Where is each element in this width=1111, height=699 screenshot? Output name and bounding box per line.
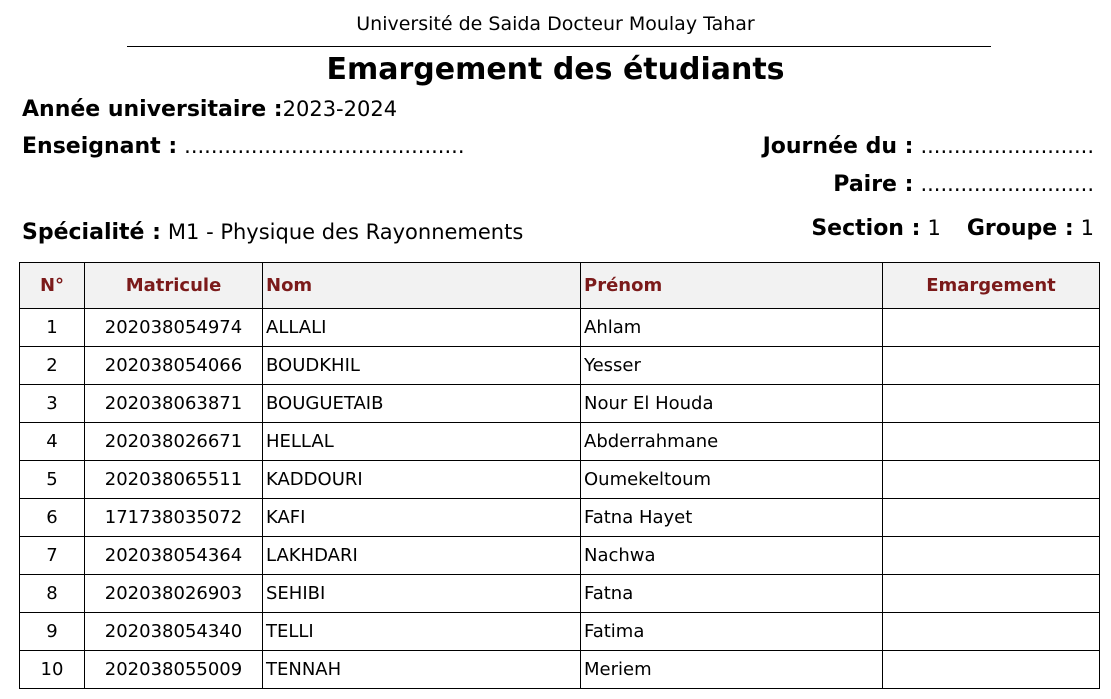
teacher-label: Enseignant : (22, 134, 178, 159)
table-row (20, 385, 1100, 423)
column-header-nom: Nom (263, 263, 581, 309)
row-prenom: Nour El Houda (581, 385, 883, 423)
table-row (20, 499, 1100, 537)
row-number: 3 (20, 385, 85, 423)
row-nom: KAFI (263, 499, 581, 537)
speciality-value: M1 - Physique des Rayonnements (167, 220, 524, 244)
table-row (20, 423, 1100, 461)
column-header-prenom: Prénom (581, 263, 883, 309)
row-matricule: 202038026671 (85, 423, 263, 461)
row-prenom: Fatna Hayet (581, 499, 883, 537)
table-header-row (20, 263, 1100, 309)
row-nom: HELLAL (263, 423, 581, 461)
row-signature-cell[interactable] (883, 537, 1100, 575)
row-matricule: 202038065511 (85, 461, 263, 499)
speciality-label: Spécialité : (22, 220, 161, 245)
page-title: Emargement des étudiants (326, 52, 785, 87)
row-nom: SEHIBI (263, 575, 581, 613)
table-row (20, 461, 1100, 499)
row-nom: ALLALI (263, 309, 581, 347)
group-part (967, 216, 1094, 241)
row-matricule: 202038026903 (85, 575, 263, 613)
row-nom: TENNAH (263, 651, 581, 689)
table-row (20, 347, 1100, 385)
group-value: 1 (1080, 216, 1094, 240)
day-field: .......................... (920, 134, 1094, 158)
section-group-line (811, 216, 1094, 241)
row-nom: BOUGUETAIB (263, 385, 581, 423)
column-header-matricule: Matricule (85, 263, 263, 309)
row-signature-cell[interactable] (883, 613, 1100, 651)
teacher-line (22, 134, 465, 159)
table-row (20, 575, 1100, 613)
row-number: 7 (20, 537, 85, 575)
row-signature-cell[interactable] (883, 385, 1100, 423)
table-body (20, 309, 1100, 689)
row-number: 6 (20, 499, 85, 537)
row-signature-cell[interactable] (883, 575, 1100, 613)
row-signature-cell[interactable] (883, 499, 1100, 537)
row-signature-cell[interactable] (883, 309, 1100, 347)
table-row (20, 537, 1100, 575)
pair-label: Paire : (833, 172, 914, 197)
row-nom: KADDOURI (263, 461, 581, 499)
row-prenom: Yesser (581, 347, 883, 385)
row-number: 4 (20, 423, 85, 461)
table-row (20, 651, 1100, 689)
row-matricule: 202038063871 (85, 385, 263, 423)
speciality-line (22, 220, 523, 245)
row-number: 8 (20, 575, 85, 613)
section-part (811, 216, 940, 241)
row-matricule: 202038054364 (85, 537, 263, 575)
row-signature-cell[interactable] (883, 651, 1100, 689)
academic-year-line (22, 97, 397, 122)
row-number: 10 (20, 651, 85, 689)
day-label: Journée du : (762, 134, 914, 159)
column-header-emargement: Emargement (883, 263, 1100, 309)
row-number: 5 (20, 461, 85, 499)
group-label: Groupe : (966, 216, 1074, 241)
section-label: Section : (811, 216, 921, 241)
row-prenom: Oumekeltoum (581, 461, 883, 499)
header-divider (127, 46, 991, 47)
row-prenom: Meriem (581, 651, 883, 689)
university-name: Université de Saida Docteur Moulay Tahar (356, 13, 755, 35)
row-matricule: 202038054066 (85, 347, 263, 385)
row-number: 1 (20, 309, 85, 347)
row-number: 9 (20, 613, 85, 651)
row-nom: TELLI (263, 613, 581, 651)
table-row (20, 613, 1100, 651)
row-prenom: Abderrahmane (581, 423, 883, 461)
attendance-table (19, 262, 1100, 689)
pair-line (833, 172, 1094, 197)
row-prenom: Nachwa (581, 537, 883, 575)
section-value: 1 (927, 216, 941, 240)
row-prenom: Fatna (581, 575, 883, 613)
row-matricule: 202038054340 (85, 613, 263, 651)
row-signature-cell[interactable] (883, 423, 1100, 461)
row-matricule: 202038054974 (85, 309, 263, 347)
row-nom: BOUDKHIL (263, 347, 581, 385)
day-line (763, 134, 1094, 159)
column-header-number: N° (20, 263, 85, 309)
row-prenom: Fatima (581, 613, 883, 651)
row-matricule: 171738035072 (85, 499, 263, 537)
table-row (20, 309, 1100, 347)
teacher-field: .......................................... (184, 134, 465, 158)
academic-year-value: 2023-2024 (282, 97, 398, 121)
row-matricule: 202038055009 (85, 651, 263, 689)
pair-field: .......................... (920, 172, 1094, 196)
academic-year-label: Année universitaire : (22, 97, 283, 122)
row-prenom: Ahlam (581, 309, 883, 347)
row-signature-cell[interactable] (883, 461, 1100, 499)
row-number: 2 (20, 347, 85, 385)
row-signature-cell[interactable] (883, 347, 1100, 385)
row-nom: LAKHDARI (263, 537, 581, 575)
